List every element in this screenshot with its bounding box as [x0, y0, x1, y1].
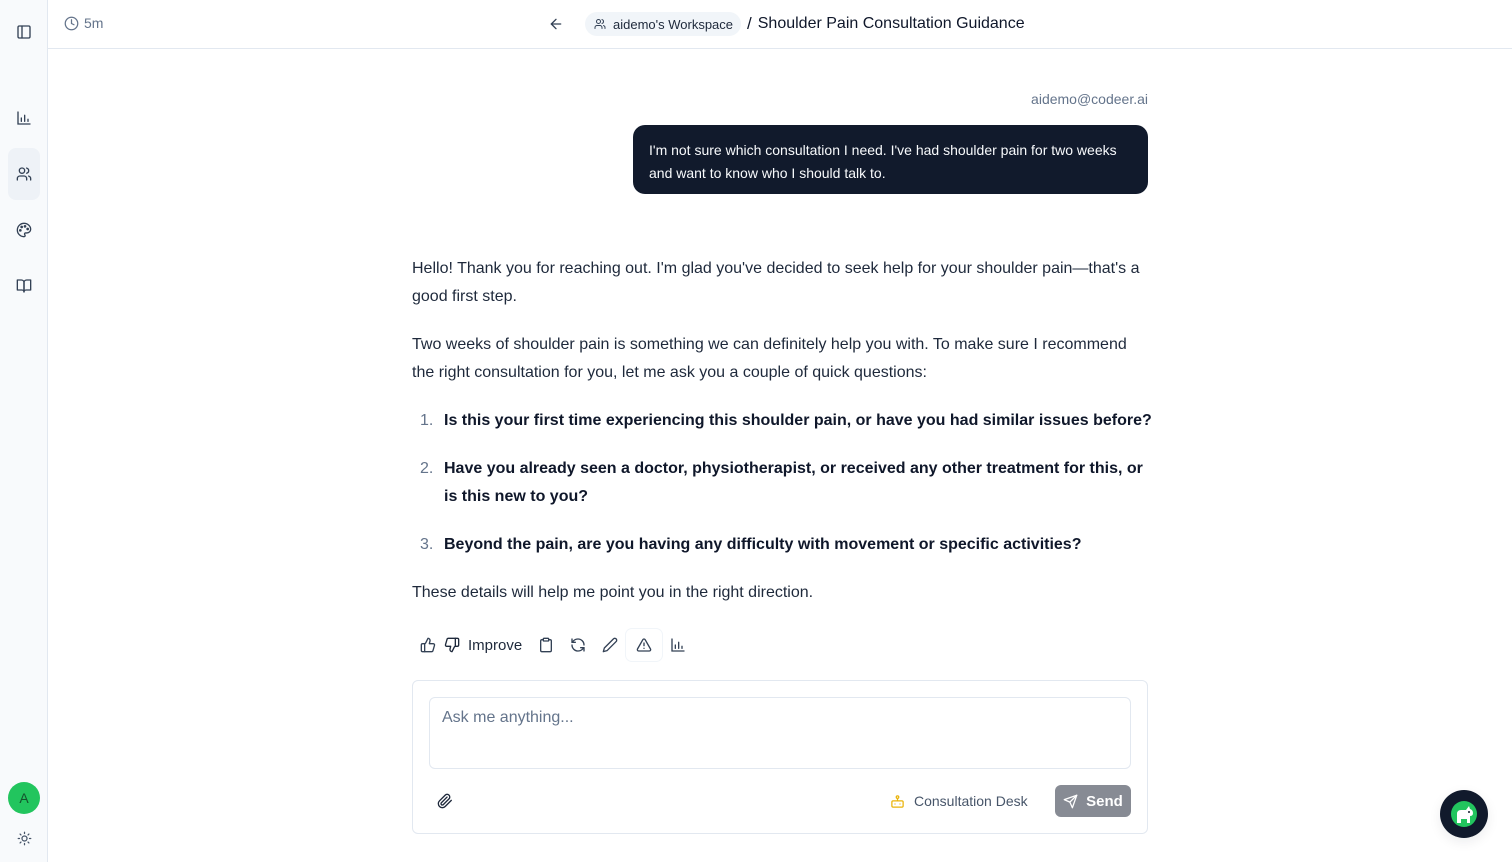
improve-button[interactable]	[444, 629, 530, 661]
attach-file-button[interactable]	[435, 791, 455, 811]
assistant-intro: Hello! Thank you for reaching out. I'm glad you've decided to seek help for your shoulder pain—that's a good first step.	[412, 260, 1140, 305]
clock-icon	[64, 16, 79, 31]
question-item	[412, 407, 1152, 435]
copy-button[interactable]	[530, 629, 562, 661]
alert-triangle-icon	[636, 637, 652, 653]
edit-button[interactable]	[594, 629, 626, 661]
page-title: Shoulder Pain Consultation Guidance	[757, 15, 1025, 32]
palette-icon	[16, 222, 32, 238]
session-timer	[64, 15, 103, 31]
assistant-closing: These details will help me point you in the right direction.	[412, 584, 814, 601]
user-email: aidemo@codeer.ai	[1031, 91, 1148, 107]
workspace-label: aidemo's Workspace	[613, 16, 734, 32]
sidebar	[0, 0, 48, 862]
users-icon	[16, 166, 32, 182]
bar-chart-icon	[670, 637, 686, 653]
breadcrumb-separator: /	[747, 14, 752, 33]
paperclip-icon	[437, 793, 453, 809]
bar-chart-icon	[16, 110, 32, 126]
assistant-message	[412, 255, 1152, 627]
thumbs-down-icon	[444, 637, 460, 653]
regenerate-button[interactable]	[562, 629, 594, 661]
theme-toggle-button[interactable]	[14, 828, 34, 848]
thumbs-up-icon	[420, 637, 436, 653]
user-message-bubble: I'm not sure which consultation I need. I've had shoulder pain for two weeks and want to know who I should talk to.	[633, 125, 1148, 194]
sidebar-item-docs[interactable]	[8, 260, 40, 312]
thumbs-up-button[interactable]	[412, 629, 444, 661]
sidebar-item-themes[interactable]	[8, 204, 40, 256]
send-icon	[1063, 794, 1078, 809]
users-icon	[594, 18, 606, 30]
improve-label: Improve	[468, 636, 523, 654]
question-list	[412, 407, 1152, 559]
panel-left-icon	[16, 24, 32, 40]
send-label: Send	[1086, 792, 1123, 810]
report-issue-button[interactable]	[626, 629, 662, 661]
question-item	[412, 455, 1152, 511]
message-composer	[412, 680, 1148, 834]
assistant-mascot-button[interactable]	[1440, 790, 1488, 838]
book-open-icon	[16, 278, 32, 294]
question-text: Have you already seen a doctor, physiotherapist, or received any other treatment for this, or is this new to you?	[444, 460, 1143, 505]
question-text: Is this your first time experiencing this shoulder pain, or have you had similar issues before?	[444, 412, 1152, 429]
sidebar-item-agents[interactable]	[8, 148, 40, 200]
sidebar-item-analytics[interactable]	[8, 92, 40, 144]
top-header	[48, 0, 1512, 49]
question-number: 1.	[420, 412, 434, 429]
timer-label: 5m	[84, 15, 104, 31]
workspace-chip[interactable]	[585, 12, 741, 36]
pencil-icon	[602, 637, 618, 653]
agent-selector[interactable]	[890, 791, 1028, 811]
avatar-initial: A	[19, 790, 29, 806]
breadcrumb	[585, 12, 1025, 36]
arrow-left-icon	[548, 16, 564, 32]
question-text: Beyond the pain, are you having any difficulty with movement or specific activities?	[444, 536, 1082, 553]
bot-icon	[890, 794, 905, 809]
analytics-button[interactable]	[662, 629, 694, 661]
message-actions	[412, 628, 694, 662]
back-button[interactable]	[546, 14, 566, 34]
user-avatar[interactable]	[8, 782, 40, 814]
send-button[interactable]	[1055, 785, 1131, 817]
question-number: 3.	[420, 536, 434, 553]
assistant-lead: Two weeks of shoulder pain is something we can definitely help you with. To make sure I recommend the right consultation for you, let me ask you a couple of quick questions:	[412, 336, 1127, 381]
sun-icon	[17, 831, 32, 846]
message-input[interactable]	[429, 697, 1131, 769]
sidebar-toggle-button[interactable]	[8, 6, 40, 58]
refresh-icon	[570, 637, 586, 653]
rhino-mascot-icon	[1449, 799, 1479, 829]
agent-label: Consultation Desk	[914, 793, 1028, 809]
question-number: 2.	[420, 460, 434, 477]
question-item	[412, 531, 1152, 559]
clipboard-icon	[538, 637, 554, 653]
